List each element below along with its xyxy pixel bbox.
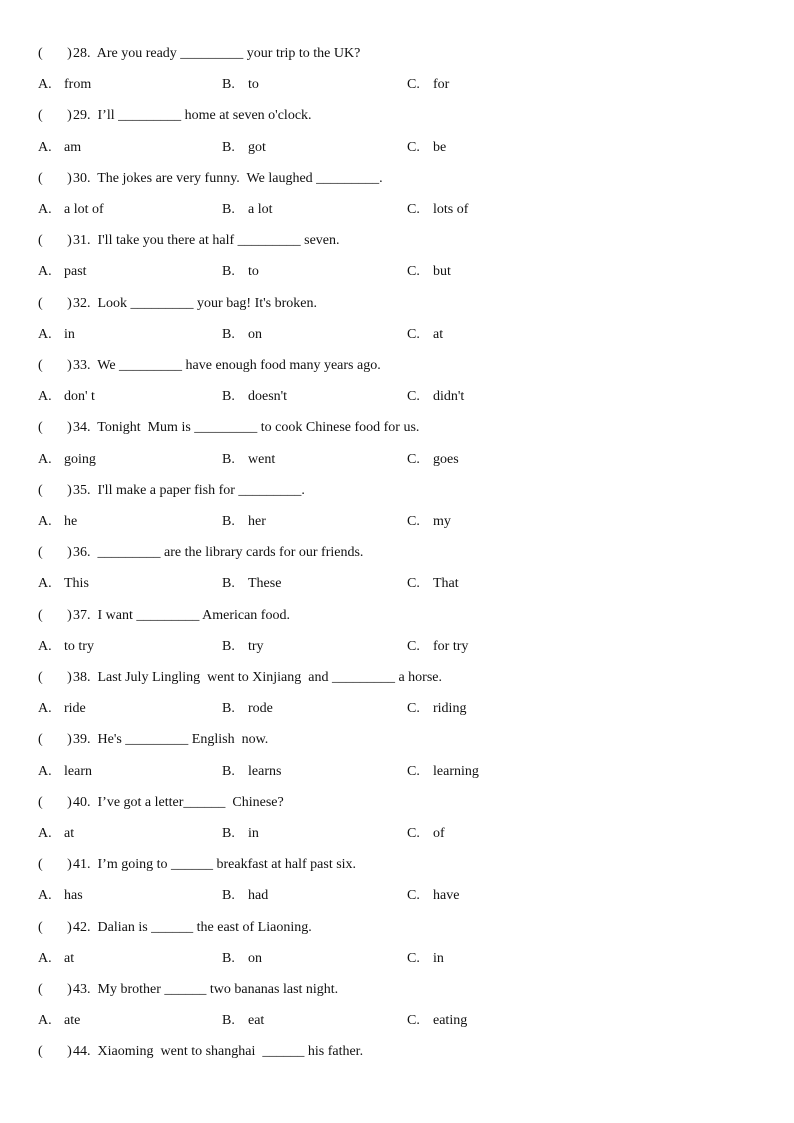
option-a	[38, 200, 104, 220]
option-letter: B.	[222, 326, 235, 342]
question-text: 44. Xiaoming went to shanghai ______ his father.	[73, 1044, 364, 1060]
option-text: lots of	[433, 202, 469, 217]
answer-blank-parentheses: ( )	[38, 295, 72, 311]
question-text: 28. Are you ready _________ your trip to the UK?	[73, 46, 361, 61]
option-a	[38, 886, 83, 906]
option-text: for try	[433, 638, 469, 654]
option-b	[222, 75, 259, 95]
option-text: from	[64, 77, 92, 93]
option-c	[407, 200, 468, 220]
option-c	[407, 637, 468, 657]
option-letter: A.	[38, 888, 52, 904]
option-letter: A.	[38, 1013, 52, 1029]
answer-blank-parentheses: ( )	[38, 982, 72, 997]
question-row	[0, 169, 794, 189]
option-b	[222, 637, 264, 657]
option-letter: B.	[222, 826, 235, 841]
option-letter: C.	[407, 389, 420, 405]
option-text: on	[248, 326, 262, 342]
options-row	[0, 450, 794, 470]
option-letter: B.	[222, 451, 235, 467]
answer-blank-parentheses: ( )	[38, 482, 72, 498]
option-letter: A.	[38, 763, 52, 779]
option-letter: B.	[222, 701, 235, 717]
option-b	[222, 138, 266, 158]
option-c	[407, 574, 459, 594]
answer-blank-parentheses: ( )	[38, 857, 72, 873]
option-b	[222, 325, 262, 345]
option-b	[222, 1011, 264, 1031]
options-row	[0, 262, 794, 282]
option-letter: B.	[222, 77, 235, 93]
options-row	[0, 637, 794, 657]
option-c	[407, 949, 444, 969]
option-letter: B.	[222, 264, 235, 280]
option-text: at	[64, 826, 75, 841]
option-letter: B.	[222, 638, 235, 654]
option-text: had	[248, 888, 269, 904]
option-letter: C.	[407, 77, 420, 93]
option-text: but	[433, 264, 451, 280]
question-row	[0, 418, 794, 438]
option-text: doesn't	[248, 389, 288, 405]
option-text: at	[64, 950, 75, 966]
option-text: got	[248, 139, 266, 155]
option-letter: C.	[407, 888, 420, 904]
answer-blank-parentheses: ( )	[38, 732, 72, 748]
option-b	[222, 387, 287, 407]
options-row	[0, 325, 794, 345]
question-row	[0, 231, 794, 251]
option-text: ate	[64, 1013, 81, 1029]
question-text: 31. I'll take you there at half _________ seven.	[73, 233, 340, 249]
option-a	[38, 138, 81, 158]
question-row	[0, 44, 794, 64]
option-a	[38, 262, 87, 282]
option-letter: B.	[222, 389, 235, 405]
option-letter: A.	[38, 264, 52, 280]
option-b	[222, 512, 266, 532]
option-text: a lot	[248, 202, 273, 217]
option-text: in	[433, 950, 444, 966]
question-text: 39. He's _________ English now.	[73, 732, 269, 748]
option-text: in	[64, 326, 75, 342]
option-text: ride	[64, 701, 86, 717]
option-text: to	[248, 264, 259, 280]
option-letter: A.	[38, 389, 52, 405]
options-row	[0, 824, 794, 844]
answer-blank-parentheses: ( )	[38, 670, 72, 685]
option-letter: C.	[407, 451, 420, 467]
options-row	[0, 574, 794, 594]
options-row	[0, 949, 794, 969]
question-text: 35. I'll make a paper fish for _________.	[73, 482, 305, 498]
option-text: going	[64, 451, 96, 467]
options-row	[0, 886, 794, 906]
question-row	[0, 481, 794, 501]
option-letter: C.	[407, 950, 420, 966]
option-c	[407, 762, 479, 782]
option-text: has	[64, 888, 83, 904]
option-b	[222, 574, 281, 594]
option-c	[407, 886, 459, 906]
options-row	[0, 762, 794, 782]
option-a	[38, 75, 91, 95]
question-row	[0, 356, 794, 376]
option-text: to try	[64, 638, 94, 654]
option-b	[222, 200, 273, 220]
question-row	[0, 294, 794, 314]
question-row	[0, 1042, 794, 1062]
option-text: at	[433, 326, 444, 342]
option-letter: B.	[222, 514, 235, 529]
question-row	[0, 793, 794, 813]
option-c	[407, 1011, 467, 1031]
option-c	[407, 138, 446, 158]
option-text: for	[433, 77, 450, 93]
question-text: 38. Last July Lingling went to Xinjiang and _________ a horse.	[73, 670, 443, 685]
option-letter: B.	[222, 763, 235, 779]
option-b	[222, 450, 275, 470]
answer-blank-parentheses: ( )	[38, 420, 72, 436]
option-letter: A.	[38, 701, 52, 717]
question-text: 40. I’ve got a letter______ Chinese?	[73, 794, 284, 810]
option-letter: A.	[38, 326, 52, 342]
option-text: try	[248, 638, 264, 654]
question-text: 32. Look _________ your bag! It's broken.	[73, 295, 317, 311]
option-a	[38, 387, 95, 407]
option-letter: C.	[407, 638, 420, 654]
option-letter: C.	[407, 139, 420, 155]
option-b	[222, 949, 262, 969]
option-c	[407, 450, 459, 470]
question-text: 33. We _________ have enough food many years ago.	[73, 358, 381, 373]
option-letter: A.	[38, 77, 52, 93]
option-text: be	[433, 139, 447, 155]
question-text: 34. Tonight Mum is _________ to cook Chinese food for us.	[73, 420, 420, 436]
option-letter: C.	[407, 264, 420, 280]
option-letter: A.	[38, 576, 52, 592]
option-text: goes	[433, 451, 459, 467]
question-row	[0, 855, 794, 875]
question-text: 37. I want _________ American food.	[73, 607, 290, 623]
answer-blank-parentheses: ( )	[38, 170, 72, 186]
answer-blank-parentheses: ( )	[38, 233, 72, 249]
option-text: to	[248, 77, 259, 93]
option-c	[407, 262, 451, 282]
option-a	[38, 762, 92, 782]
question-row	[0, 106, 794, 126]
question-row	[0, 668, 794, 688]
option-text: learns	[248, 763, 282, 779]
option-text: This	[64, 576, 89, 592]
options-row	[0, 387, 794, 407]
option-a	[38, 574, 89, 594]
option-text: eating	[433, 1013, 468, 1029]
option-letter: A.	[38, 139, 52, 155]
option-text: That	[433, 576, 459, 592]
options-row	[0, 1011, 794, 1031]
option-c	[407, 325, 443, 345]
option-letter: A.	[38, 826, 52, 841]
option-letter: C.	[407, 701, 420, 717]
option-text: went	[248, 451, 276, 467]
question-text: 29. I’ll _________ home at seven o'clock.	[73, 108, 312, 124]
option-letter: C.	[407, 202, 420, 217]
option-letter: C.	[407, 763, 420, 779]
option-letter: B.	[222, 139, 235, 155]
question-row	[0, 606, 794, 626]
option-a	[38, 824, 74, 844]
option-b	[222, 262, 259, 282]
option-c	[407, 824, 445, 844]
option-letter: C.	[407, 826, 420, 841]
question-text: 30. The jokes are very funny. We laughed _________.	[73, 170, 383, 186]
option-text: he	[64, 514, 78, 529]
option-letter: A.	[38, 638, 52, 654]
option-text: my	[433, 514, 451, 529]
option-c	[407, 387, 464, 407]
option-text: on	[248, 950, 262, 966]
option-letter: A.	[38, 451, 52, 467]
option-letter: A.	[38, 514, 52, 529]
option-text: in	[248, 826, 259, 841]
option-text: have	[433, 888, 460, 904]
question-row	[0, 918, 794, 938]
option-text: past	[64, 264, 87, 280]
option-letter: A.	[38, 950, 52, 966]
question-row	[0, 543, 794, 563]
answer-blank-parentheses: ( )	[38, 919, 72, 935]
option-letter: B.	[222, 202, 235, 217]
option-text: learning	[433, 763, 479, 779]
option-c	[407, 75, 449, 95]
option-text: don' t	[64, 389, 95, 405]
option-letter: B.	[222, 1013, 235, 1029]
option-c	[407, 512, 451, 532]
option-letter: C.	[407, 326, 420, 342]
options-row	[0, 699, 794, 719]
option-letter: B.	[222, 950, 235, 966]
answer-blank-parentheses: ( )	[38, 794, 72, 810]
options-row	[0, 75, 794, 95]
option-text: her	[248, 514, 266, 529]
option-text: didn't	[433, 389, 465, 405]
option-a	[38, 949, 74, 969]
option-a	[38, 512, 77, 532]
question-text: 36. _________ are the library cards for our friends.	[73, 545, 364, 561]
option-letter: B.	[222, 576, 235, 592]
option-a	[38, 1011, 80, 1031]
option-b	[222, 762, 281, 782]
options-row	[0, 512, 794, 532]
option-b	[222, 699, 273, 719]
question-row	[0, 730, 794, 750]
options-row	[0, 138, 794, 158]
option-letter: C.	[407, 514, 420, 529]
option-letter: C.	[407, 1013, 420, 1029]
option-a	[38, 450, 96, 470]
option-b	[222, 824, 259, 844]
options-row	[0, 200, 794, 220]
answer-blank-parentheses: ( )	[38, 358, 72, 373]
question-row	[0, 980, 794, 1000]
question-text: 43. My brother ______ two bananas last night.	[73, 982, 339, 997]
answer-blank-parentheses: ( )	[38, 607, 72, 623]
question-text: 41. I’m going to ______ breakfast at half past six.	[73, 857, 357, 873]
option-a	[38, 325, 75, 345]
option-letter: B.	[222, 888, 235, 904]
option-text: riding	[433, 701, 467, 717]
option-text: learn	[64, 763, 92, 779]
answer-blank-parentheses: ( )	[38, 1044, 72, 1060]
question-text: 42. Dalian is ______ the east of Liaoning.	[73, 919, 312, 935]
answer-blank-parentheses: ( )	[38, 46, 72, 61]
option-letter: C.	[407, 576, 420, 592]
option-text: a lot of	[64, 202, 104, 217]
option-text: rode	[248, 701, 273, 717]
option-text: eat	[248, 1013, 265, 1029]
option-c	[407, 699, 466, 719]
option-a	[38, 637, 94, 657]
option-a	[38, 699, 86, 719]
option-text: of	[433, 826, 445, 841]
option-letter: A.	[38, 202, 52, 217]
option-text: am	[64, 139, 82, 155]
option-text: These	[248, 576, 282, 592]
option-b	[222, 886, 268, 906]
answer-blank-parentheses: ( )	[38, 108, 72, 124]
answer-blank-parentheses: ( )	[38, 545, 72, 561]
